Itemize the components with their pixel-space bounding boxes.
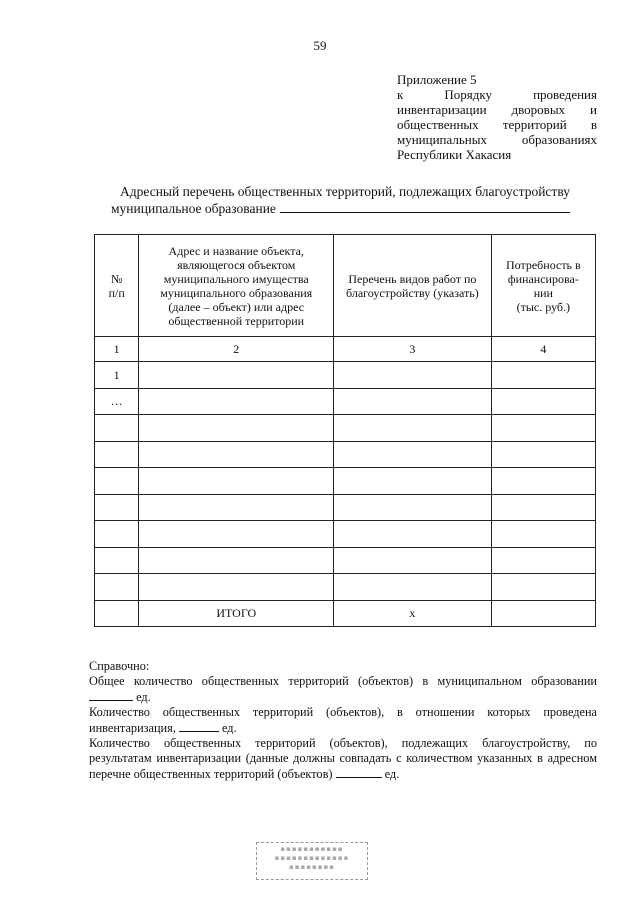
column-number: 1 [95,337,139,362]
document-title [111,184,600,217]
table-cell[interactable] [491,521,595,548]
total-row [95,600,596,626]
column-number: 3 [334,337,492,362]
table-cell[interactable] [139,468,334,495]
total-funding-cell[interactable] [491,600,595,626]
table-cell[interactable] [334,362,492,389]
table-cell[interactable] [139,362,334,389]
page-number: 59 [313,38,327,53]
table-cell[interactable] [334,547,492,574]
table-cell[interactable] [334,574,492,601]
header-col-number: № п/п [95,235,139,337]
total-label: ИТОГО [139,600,334,626]
header-col-works: Перечень видов работ по благоустройству (указать) [334,235,492,337]
table-cell[interactable]: 1 [95,362,139,389]
municipality-blank[interactable] [280,200,570,213]
table-cell[interactable] [491,468,595,495]
table-row [95,468,596,495]
table-cell[interactable] [491,441,595,468]
table-row [95,494,596,521]
table-cell[interactable] [95,415,139,442]
table-cell[interactable] [95,468,139,495]
table-cell[interactable] [139,547,334,574]
table-cell[interactable] [95,521,139,548]
table-cell[interactable] [334,441,492,468]
address-register-table [94,234,596,627]
table-cell[interactable] [334,521,492,548]
table-cell[interactable] [491,362,595,389]
note-total-count: Общее количество общественных территорий (объектов) в муниципальном образовании ед. [89,674,597,704]
appendix-line: инвентаризации дворовых и [397,102,597,117]
notes-heading: Справочно: [89,659,150,673]
reference-notes [89,659,597,782]
appendix-line: общественных территорий в [397,117,597,132]
improvement-count-blank[interactable] [336,766,382,778]
table-cell[interactable] [334,388,492,415]
total-works-mark: х [334,600,492,626]
table-header-row [95,235,596,337]
table-cell[interactable] [95,441,139,468]
appendix-line: Республики Хакасия [397,147,512,162]
inventoried-count-blank[interactable] [179,720,219,732]
title-line-2 [111,200,600,217]
table-cell[interactable] [139,388,334,415]
table-cell[interactable] [491,388,595,415]
table-cell[interactable] [491,574,595,601]
table-row [95,547,596,574]
table-cell[interactable] [95,547,139,574]
table-row [95,441,596,468]
table-row [95,574,596,601]
table-cell[interactable] [95,494,139,521]
table-cell[interactable] [139,521,334,548]
table-cell[interactable] [139,415,334,442]
total-cell-number [95,600,139,626]
table-row [95,388,596,415]
appendix-line: к Порядку проведения [397,87,597,102]
total-count-blank[interactable] [89,689,133,701]
table-cell[interactable] [491,547,595,574]
appendix-line: муниципальных образованиях [397,132,597,147]
table-row [95,521,596,548]
table-cell[interactable] [491,415,595,442]
column-number: 2 [139,337,334,362]
table-cell[interactable] [491,494,595,521]
table-cell[interactable] [139,441,334,468]
appendix-line: Приложение 5 [397,72,477,87]
column-number-row [95,337,596,362]
title-line-1: Адресный перечень общественных территорий, подлежащих благоустройству [120,184,570,199]
table-cell[interactable] [334,415,492,442]
note-inventoried-count: Количество общественных территорий (объектов), в отношении которых проведена инвентаризация, ед. [89,705,597,735]
table-row [95,415,596,442]
table-cell[interactable] [334,468,492,495]
header-col-address: Адрес и название объекта, являющегося объектом муниципального имущества муниципального образования (далее – объект) или адрес общественной территории [139,235,334,337]
table-cell[interactable] [139,574,334,601]
table-cell[interactable]: … [95,388,139,415]
faded-stamp-image: ▪▪▪▪▪▪▪▪▪▪▪ ▪▪▪▪▪▪▪▪▪▪▪▪▪ ▪▪▪▪▪▪▪▪ [256,842,368,880]
table-cell[interactable] [139,494,334,521]
column-number: 4 [491,337,595,362]
municipality-label: муниципальное образование [111,201,276,216]
appendix-caption [397,72,597,162]
table-row [95,362,596,389]
note-improvement-count: Количество общественных территорий (объектов), подлежащих благоустройству, по результатам инвентаризации (данные должны совпадать с количеством указанных в адресном перечне общественных территорий (объектов) ед. [89,736,597,781]
table-cell[interactable] [95,574,139,601]
header-col-funding: Потребность в финансирова- нии (тыс. руб.) [491,235,595,337]
table-cell[interactable] [334,494,492,521]
